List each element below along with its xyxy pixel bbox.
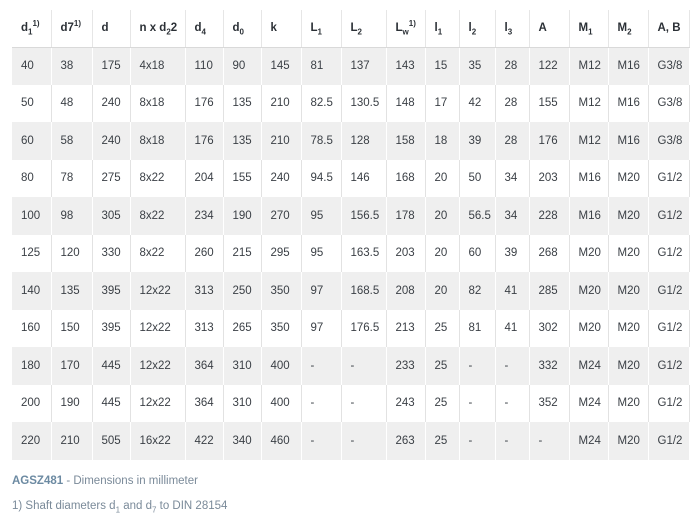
table-cell: 170 xyxy=(51,347,92,385)
table-cell: 240 xyxy=(261,160,301,198)
table-cell: 176 xyxy=(185,85,223,123)
table-cell: M24 xyxy=(569,347,608,385)
table-cell: 95 xyxy=(301,235,341,273)
table-cell: 34 xyxy=(495,160,529,198)
table-cell: 15 xyxy=(425,47,459,85)
table-cell: 120 xyxy=(51,235,92,273)
table-cell: 40 xyxy=(12,47,51,85)
table-cell: 180 xyxy=(12,347,51,385)
table-caption xyxy=(12,475,198,487)
table-cell: 400 xyxy=(261,347,301,385)
table-cell: 395 xyxy=(92,272,130,310)
table-cell: M16 xyxy=(569,160,608,198)
column-header xyxy=(261,10,301,47)
table-cell: - xyxy=(301,347,341,385)
table-cell: 210 xyxy=(51,422,92,460)
table-cell: - xyxy=(301,385,341,423)
table-cell: - xyxy=(459,385,495,423)
table-cell: 263 xyxy=(386,422,425,460)
table-cell: 41 xyxy=(495,272,529,310)
table-cell: M12 xyxy=(569,47,608,85)
header-base: A, B xyxy=(657,22,681,35)
table-cell: 148 xyxy=(386,85,425,123)
footnote-prefix: 1) Shaft diameters d xyxy=(12,500,116,512)
table-cell: 285 xyxy=(529,272,569,310)
column-header xyxy=(341,10,386,47)
table-cell: 98 xyxy=(51,197,92,235)
header-subscript: 0 xyxy=(239,27,244,37)
table-cell: 25 xyxy=(425,310,459,348)
table-cell: M12 xyxy=(569,122,608,160)
header-subscript: 2 xyxy=(471,27,477,37)
table-row xyxy=(12,235,689,273)
table-cell: M24 xyxy=(569,385,608,423)
table-cell: M16 xyxy=(608,47,648,85)
header-subscript: w xyxy=(402,27,409,37)
column-header xyxy=(648,10,689,47)
table-cell: 330 xyxy=(92,235,130,273)
table-cell: 4x18 xyxy=(130,47,185,85)
table-cell: M20 xyxy=(608,385,648,423)
table-cell: 352 xyxy=(529,385,569,423)
table-cell: 38 xyxy=(51,47,92,85)
table-cell: 56.5 xyxy=(459,197,495,235)
header-subscript: 1 xyxy=(588,27,593,37)
table-cell: 240 xyxy=(92,85,130,123)
table-cell: G1/2 xyxy=(648,310,689,348)
table-cell: M20 xyxy=(608,197,648,235)
table-cell: 350 xyxy=(261,310,301,348)
table-cell: - xyxy=(341,347,386,385)
table-cell: 90 xyxy=(223,47,261,85)
table-cell: G1/2 xyxy=(648,422,689,460)
table-cell: 82.5 xyxy=(301,85,341,123)
column-header xyxy=(529,10,569,47)
table-cell: 270 xyxy=(261,197,301,235)
table-cell: 260 xyxy=(185,235,223,273)
table-cell: G1/2 xyxy=(648,197,689,235)
table-cell: 150 xyxy=(51,310,92,348)
table-cell: 39 xyxy=(495,235,529,273)
table-cell: 310 xyxy=(223,347,261,385)
header-base: l xyxy=(468,22,472,35)
table-cell: 50 xyxy=(12,85,51,123)
table-cell: 58 xyxy=(51,122,92,160)
table-cell: - xyxy=(459,347,495,385)
table-cell: 175 xyxy=(92,47,130,85)
table-cell: 135 xyxy=(51,272,92,310)
table-cell: M16 xyxy=(569,197,608,235)
table-cell: G3/8 xyxy=(648,47,689,85)
table-cell: 176.5 xyxy=(341,310,386,348)
table-cell: 12x22 xyxy=(130,310,185,348)
table-cell: M20 xyxy=(608,422,648,460)
table-cell: 8x18 xyxy=(130,122,185,160)
table-cell: 208 xyxy=(386,272,425,310)
table-cell: 16x22 xyxy=(130,422,185,460)
table-cell: 137 xyxy=(341,47,386,85)
header-base: M xyxy=(617,22,628,35)
table-cell: 25 xyxy=(425,422,459,460)
table-cell: 20 xyxy=(425,272,459,310)
header-base: L xyxy=(310,22,318,35)
table-cell: 445 xyxy=(92,385,130,423)
table-cell: 228 xyxy=(529,197,569,235)
table-cell: 146 xyxy=(341,160,386,198)
table-row xyxy=(12,197,689,235)
table-cell: 204 xyxy=(185,160,223,198)
table-cell: G1/2 xyxy=(648,347,689,385)
column-header xyxy=(301,10,341,47)
header-subscript: 3 xyxy=(507,27,513,37)
table-cell: 240 xyxy=(92,122,130,160)
table-cell: 233 xyxy=(386,347,425,385)
column-header xyxy=(608,10,648,47)
table-cell: 460 xyxy=(261,422,301,460)
table-cell: M20 xyxy=(608,160,648,198)
table-cell: - xyxy=(495,422,529,460)
table-cell: 135 xyxy=(223,85,261,123)
table-cell: 213 xyxy=(386,310,425,348)
table-cell: 122 xyxy=(529,47,569,85)
header-subscript: 2 xyxy=(357,27,362,37)
table-cell: 128 xyxy=(341,122,386,160)
table-row xyxy=(12,122,689,160)
column-header xyxy=(92,10,130,47)
table-cell: 168 xyxy=(386,160,425,198)
header-base: d xyxy=(101,22,109,35)
table-cell: M20 xyxy=(569,310,608,348)
table-cell: 28 xyxy=(495,122,529,160)
table-cell: 130.5 xyxy=(341,85,386,123)
table-cell: M24 xyxy=(569,422,608,460)
table-cell: 210 xyxy=(261,85,301,123)
table-cell: 445 xyxy=(92,347,130,385)
table-cell: 215 xyxy=(223,235,261,273)
header-superscript: 1) xyxy=(73,19,82,29)
column-header xyxy=(51,10,92,47)
table-cell: 265 xyxy=(223,310,261,348)
header-base: d7 xyxy=(60,22,74,35)
table-cell: 275 xyxy=(92,160,130,198)
header-base: L xyxy=(350,22,358,35)
header-base: n x d xyxy=(139,22,167,35)
table-row xyxy=(12,347,689,385)
header-base: l xyxy=(434,22,438,35)
table-cell: 25 xyxy=(425,347,459,385)
table-cell: 78 xyxy=(51,160,92,198)
table-cell: 178 xyxy=(386,197,425,235)
table-cell: 203 xyxy=(529,160,569,198)
table-cell: 28 xyxy=(495,85,529,123)
table-cell: 8x22 xyxy=(130,235,185,273)
table-cell: G3/8 xyxy=(648,85,689,123)
table-cell: 28 xyxy=(495,47,529,85)
table-cell: - xyxy=(341,422,386,460)
table-cell: 42 xyxy=(459,85,495,123)
table-cell: 97 xyxy=(301,310,341,348)
table-cell: 220 xyxy=(12,422,51,460)
table-cell: 203 xyxy=(386,235,425,273)
table-cell: 163.5 xyxy=(341,235,386,273)
header-base: L xyxy=(395,22,403,35)
table-cell: 168.5 xyxy=(341,272,386,310)
table-cell: 243 xyxy=(386,385,425,423)
table-cell: 155 xyxy=(223,160,261,198)
table-cell: 8x22 xyxy=(130,160,185,198)
table-cell: 50 xyxy=(459,160,495,198)
table-cell: 250 xyxy=(223,272,261,310)
table-cell: G1/2 xyxy=(648,235,689,273)
header-tail: 2 xyxy=(170,22,178,35)
table-cell: 80 xyxy=(12,160,51,198)
table-cell: M16 xyxy=(608,85,648,123)
table-cell: G3/8 xyxy=(648,122,689,160)
table-cell: M20 xyxy=(608,310,648,348)
table-cell: 160 xyxy=(12,310,51,348)
caption-text: - Dimensions in millimeter xyxy=(63,475,198,487)
header-subscript: 2 xyxy=(627,27,632,37)
header-base: d xyxy=(232,22,240,35)
table-cell: 340 xyxy=(223,422,261,460)
table-cell: M16 xyxy=(608,122,648,160)
table-cell: 39 xyxy=(459,122,495,160)
table-cell: 313 xyxy=(185,310,223,348)
table-cell: 364 xyxy=(185,347,223,385)
table-cell: 155 xyxy=(529,85,569,123)
column-header xyxy=(569,10,608,47)
table-cell: 176 xyxy=(185,122,223,160)
header-row xyxy=(12,10,689,47)
table-cell: 313 xyxy=(185,272,223,310)
column-header xyxy=(425,10,459,47)
header-subscript: 1 xyxy=(317,27,322,37)
table-cell: 295 xyxy=(261,235,301,273)
footnote-mid: and d xyxy=(120,500,152,512)
table-cell: 350 xyxy=(261,272,301,310)
header-superscript: 1) xyxy=(32,19,40,29)
table-cell: 156.5 xyxy=(341,197,386,235)
table-cell: 268 xyxy=(529,235,569,273)
table-cell: 305 xyxy=(92,197,130,235)
table-cell: 20 xyxy=(425,197,459,235)
table-cell: 81 xyxy=(459,310,495,348)
table-cell: 140 xyxy=(12,272,51,310)
table-cell: 35 xyxy=(459,47,495,85)
table-row xyxy=(12,310,689,348)
table-header xyxy=(12,10,689,47)
table-cell: 81 xyxy=(301,47,341,85)
table-cell: 48 xyxy=(51,85,92,123)
table-cell: 110 xyxy=(185,47,223,85)
column-header xyxy=(386,10,425,47)
table-cell: 176 xyxy=(529,122,569,160)
table-cell: G1/2 xyxy=(648,272,689,310)
table-cell: 395 xyxy=(92,310,130,348)
header-base: d xyxy=(194,22,202,35)
footnote-sub1: 1 xyxy=(115,505,121,515)
table-cell: 145 xyxy=(261,47,301,85)
table-cell: 20 xyxy=(425,235,459,273)
table-cell: M20 xyxy=(608,347,648,385)
table-cell: 143 xyxy=(386,47,425,85)
table-cell: 82 xyxy=(459,272,495,310)
dimensions-table xyxy=(12,10,690,460)
table-cell: 17 xyxy=(425,85,459,123)
table-row xyxy=(12,47,689,85)
header-base: M xyxy=(578,22,589,35)
header-superscript: 1) xyxy=(408,19,416,29)
table-row xyxy=(12,85,689,123)
table-cell: 234 xyxy=(185,197,223,235)
header-subscript: 2 xyxy=(166,27,171,37)
table-cell: 18 xyxy=(425,122,459,160)
table-cell: 332 xyxy=(529,347,569,385)
table-cell: 210 xyxy=(261,122,301,160)
header-subscript: 1 xyxy=(437,27,443,37)
header-base: d xyxy=(21,22,29,35)
table-cell: M20 xyxy=(569,235,608,273)
table-cell: M20 xyxy=(569,272,608,310)
table-cell: 505 xyxy=(92,422,130,460)
table-cell: 41 xyxy=(495,310,529,348)
table-cell: - xyxy=(341,385,386,423)
table-cell: 12x22 xyxy=(130,385,185,423)
table-cell: 20 xyxy=(425,160,459,198)
table-row xyxy=(12,385,689,423)
table-cell: 95 xyxy=(301,197,341,235)
table-cell: 12x22 xyxy=(130,347,185,385)
table-cell: - xyxy=(301,422,341,460)
header-base: k xyxy=(270,22,277,35)
table-cell: 60 xyxy=(459,235,495,273)
table-cell: - xyxy=(495,347,529,385)
column-header xyxy=(12,10,51,47)
table-cell: 97 xyxy=(301,272,341,310)
table-cell: 94.5 xyxy=(301,160,341,198)
table-cell: G1/2 xyxy=(648,160,689,198)
footnote xyxy=(12,500,228,515)
table-cell: 400 xyxy=(261,385,301,423)
table-cell: 302 xyxy=(529,310,569,348)
table-body xyxy=(12,47,689,460)
header-subscript: 1 xyxy=(28,27,33,37)
table-cell: 78.5 xyxy=(301,122,341,160)
table-cell: 190 xyxy=(223,197,261,235)
table-cell: 422 xyxy=(185,422,223,460)
table-cell: 190 xyxy=(51,385,92,423)
table-cell: 200 xyxy=(12,385,51,423)
table-cell: M20 xyxy=(608,235,648,273)
table-cell: 60 xyxy=(12,122,51,160)
header-base: A xyxy=(538,22,547,35)
footnote-sub2: 7 xyxy=(152,505,157,515)
table-cell: - xyxy=(459,422,495,460)
column-header xyxy=(185,10,223,47)
table-cell: M20 xyxy=(608,272,648,310)
table-row xyxy=(12,160,689,198)
column-header xyxy=(223,10,261,47)
table-row xyxy=(12,272,689,310)
table-cell: 34 xyxy=(495,197,529,235)
table-cell: 25 xyxy=(425,385,459,423)
column-header xyxy=(130,10,185,47)
table-cell: 8x18 xyxy=(130,85,185,123)
table-row xyxy=(12,422,689,460)
table-cell: - xyxy=(495,385,529,423)
header-base: l xyxy=(504,22,508,35)
column-header xyxy=(495,10,529,47)
footnote-suffix: to DIN 28154 xyxy=(156,500,228,512)
table-cell: G1/2 xyxy=(648,385,689,423)
table-cell: 8x22 xyxy=(130,197,185,235)
caption-code: AGSZ481 xyxy=(12,475,64,487)
table-cell: 158 xyxy=(386,122,425,160)
table-cell: 310 xyxy=(223,385,261,423)
table-cell: 12x22 xyxy=(130,272,185,310)
table-cell: - xyxy=(529,422,569,460)
table-cell: 364 xyxy=(185,385,223,423)
header-subscript: 4 xyxy=(201,27,206,37)
column-header xyxy=(459,10,495,47)
table-cell: M12 xyxy=(569,85,608,123)
table-cell: 125 xyxy=(12,235,51,273)
table-cell: 100 xyxy=(12,197,51,235)
table-cell: 135 xyxy=(223,122,261,160)
